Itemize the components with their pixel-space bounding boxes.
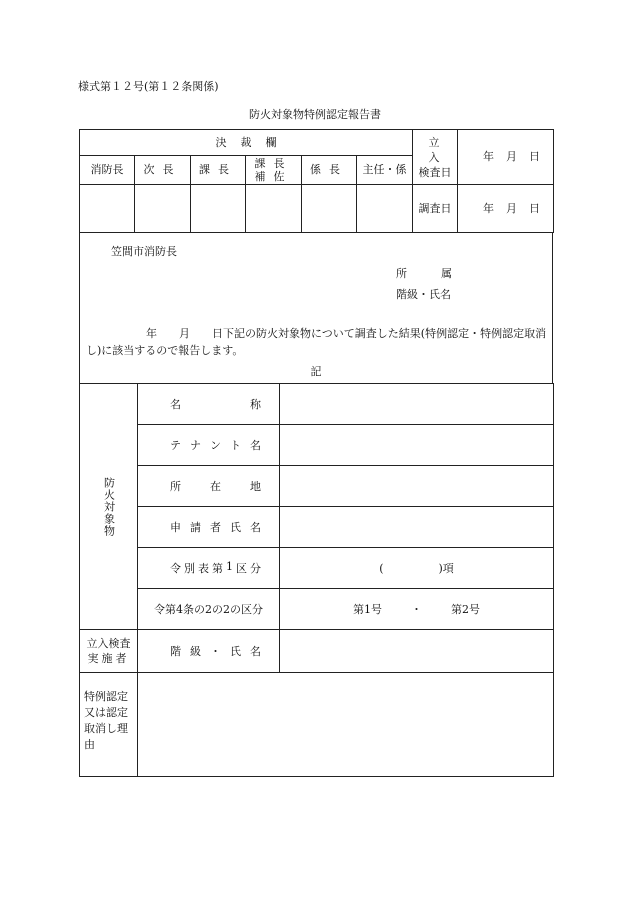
reason-label: 特例認定 又は認定 取消し理 由 [80, 673, 138, 777]
role-assistant-chief: 課長 補佐 [246, 156, 302, 185]
addressee: 笠間市消防長 [111, 245, 177, 258]
option-no1[interactable]: 第1号 [353, 603, 382, 616]
stamp-section-chief[interactable] [191, 185, 246, 233]
target-name-field[interactable] [280, 384, 554, 425]
stamp-fire-chief[interactable] [80, 185, 135, 233]
approval-header: 決裁欄 [80, 130, 413, 156]
inspector-rank-name-label: 階 級 ・ 氏 名 [138, 630, 280, 673]
target-name-label: 名 称 [138, 384, 280, 425]
form-number: 様式第１２号(第１２条関係) [78, 80, 219, 93]
reason-field[interactable] [138, 673, 554, 777]
approval-table [79, 129, 554, 233]
stamp-staff[interactable] [357, 185, 413, 233]
role-deputy: 次長 [135, 156, 191, 185]
target-group-label: 防火対象物 [80, 384, 138, 630]
role-subsection-chief: 係長 [302, 156, 357, 185]
survey-date-field[interactable]: 年 月 日 [458, 185, 554, 233]
stamp-subsection-chief[interactable] [302, 185, 357, 233]
affiliation-label: 所 属 [396, 267, 452, 280]
tenant-name-label: テ ナ ン ト 名 [138, 425, 280, 466]
article-4-class-label: 令第4条の2の2の区分 [138, 589, 280, 630]
document-title: 防火対象物特例認定報告書 [249, 108, 381, 121]
location-field[interactable] [280, 466, 554, 507]
inspection-date-label: 立入 検査日 [413, 130, 458, 185]
role-fire-chief: 消防長 [80, 156, 135, 185]
inspector-rank-name-field[interactable] [280, 630, 554, 673]
report-statement [86, 325, 548, 359]
report-date[interactable]: 年 月 日 [146, 327, 223, 340]
report-statement-text: 下記の防火対象物について調査した結果(特例認定・特例認定取消し)に該当するので報告します。 [86, 327, 547, 357]
inspection-date-field[interactable]: 年 月 日 [458, 130, 554, 185]
tenant-name-field[interactable] [280, 425, 554, 466]
ki-label: 記 [310, 365, 322, 378]
survey-date-label: 調査日 [413, 185, 458, 233]
applicant-name-label: 申 請 者 氏 名 [138, 507, 280, 548]
ordinance-class-label: 令 別 表 第 1 区 分 [138, 548, 280, 589]
target-table [79, 383, 554, 777]
role-section-chief: 課長 [191, 156, 246, 185]
applicant-name-field[interactable] [280, 507, 554, 548]
inspector-label: 立入検査 実施者 [80, 630, 138, 673]
role-staff: 主任・係 [357, 156, 413, 185]
report-body [79, 233, 553, 384]
option-separator: ・ [411, 603, 422, 616]
ordinance-class-field[interactable]: ( )項 [280, 548, 554, 589]
stamp-assistant-chief[interactable] [246, 185, 302, 233]
rank-name-label: 階級・氏名 [396, 288, 451, 301]
location-label: 所 在 地 [138, 466, 280, 507]
stamp-deputy[interactable] [135, 185, 191, 233]
option-no2[interactable]: 第2号 [451, 603, 480, 616]
article-4-class-field[interactable] [280, 589, 554, 630]
